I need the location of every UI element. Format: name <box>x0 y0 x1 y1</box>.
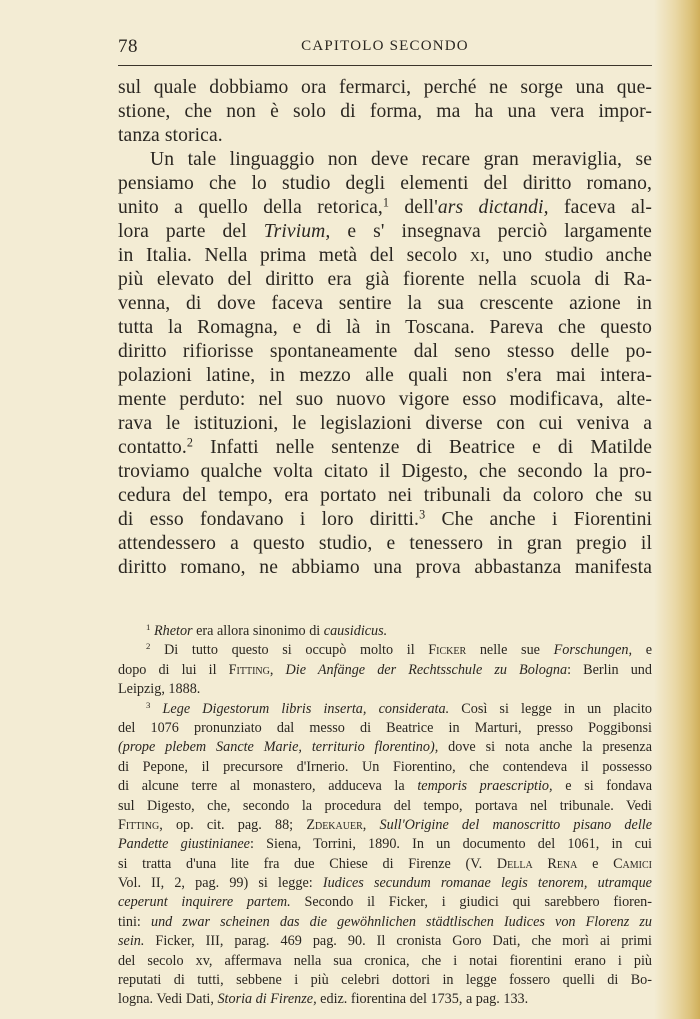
footnote-line: del secolo xv, affermava nella sua cronica, che i notai fiorentini erano i più <box>118 952 652 969</box>
footnote-line: tini: und zwar scheinen das die gewöhnlichen städtlischen Iudices von Florenz zu <box>118 913 652 930</box>
body-line: attendessero a questo studio, e tenessero in gran pregio il <box>118 533 652 554</box>
footnotes <box>118 622 652 1010</box>
footnote-line: sul Digesto, che, secondo la procedura del tempo, portava nel tribunale. Vedi <box>118 797 652 814</box>
header-rule <box>118 65 652 66</box>
footnote-line: Leipzig, 1888. <box>118 681 201 698</box>
footnote-ref-1: 1 <box>382 195 390 210</box>
footnote-line: di alcune terre al monastero, adduceva la temporis praescriptio, e si fondava <box>118 778 653 795</box>
body-line: in Italia. Nella prima metà del secolo xi, uno studio anche <box>118 245 652 266</box>
footnote-line: del 1076 pronunziato dal messo di Beatrice in Marturi, presso Poggibonsi <box>118 719 652 736</box>
page-edge-shading <box>654 0 700 1019</box>
body-line: tutta la Romagna, e di là in Toscana. Pareva che questo <box>118 317 652 338</box>
body-line: Un tale linguaggio non deve recare gran meraviglia, se <box>150 149 652 170</box>
body-text <box>118 76 652 580</box>
body-line: polazioni latine, in mezzo alle quali non s'era mai intera- <box>118 365 652 386</box>
footnote-ref-3: 3 <box>419 507 426 522</box>
body-line: più elevato del diritto era già fiorente nella scuola di Ra- <box>118 269 652 290</box>
footnote-line: Pandette giustinianee: Siena, Torrini, 1890. In un documento del 1061, in cui <box>118 836 653 853</box>
body-line: rava le istituzioni, le legislazioni diverse con cui veniva a <box>118 413 652 434</box>
footnote-line: Fitting, op. cit. pag. 88; Zdekauer, Sull'Origine del manoscritto pisano delle <box>118 816 652 833</box>
footnote-2: $^2$ Di tutto questo si occupò molto il Ficker nelle sue Forschungen, e <box>146 641 652 659</box>
footnote-mark: 2 <box>146 641 151 652</box>
footnote-line: si tratta d'una lite fra due Chiese di Firenze (V. Della Rena e Camici <box>118 855 652 872</box>
footnote-line: sein. Ficker, III, parag. 469 pag. 90. Il cronista Goro Dati, che morì ai primi <box>118 933 652 950</box>
body-line: pensiamo che lo studio degli elementi del diritto romano, <box>118 173 652 194</box>
footnote-line: reputati di tutti, sebbene i più celebri dottori in legge fossero quelli di Bo- <box>118 972 652 989</box>
footnote-line: Vol. II, 2, pag. 99) si legge: Iudices secundum romanae legis tenorem, utramque <box>118 875 652 892</box>
footnote-line: ceperunt inquirere partem. Secondo il Ficker, i giudici qui sarebbero fioren- <box>118 894 653 911</box>
page-number: 78 <box>118 36 138 57</box>
body-line: troviamo qualche volta citato il Digesto, che secondo la pro- <box>118 461 652 482</box>
footnote-mark: 3 <box>146 699 151 710</box>
running-head: CAPITOLO SECONDO <box>301 38 469 54</box>
body-line: sul quale dobbiamo ora fermarci, perché ne sorge una que- <box>118 77 652 98</box>
body-line: mente perduto: nel suo nuovo vigore esso modificava, alte- <box>118 389 652 410</box>
footnote-1: $^1$ Rhetor era allora sinonimo di causidicus. <box>146 622 388 639</box>
footnote-line: (prope plebem Sancte Marie, territurio florentino), dove si nota anche la presenza <box>118 739 652 756</box>
body-line: contatto.$^2$ Infatti nelle sentenze di Beatrice e di Matilde <box>118 435 652 458</box>
body-line: tanza storica. <box>118 125 223 146</box>
body-line: stione, che non è solo di forma, ma ha una vera impor- <box>118 101 652 122</box>
body-line: diritto romano, ne abbiamo una prova abbastanza manifesta <box>118 557 652 578</box>
footnote-line: logna. Vedi Dati, Storia di Firenze, ediz. fiorentina del 1735, a pag. 133. <box>118 991 529 1008</box>
footnote-ref-2: 2 <box>186 435 194 450</box>
body-line: lora parte del Trivium, e s' insegnava perciò largamente <box>118 221 652 242</box>
footnote-mark: 1 <box>146 622 151 633</box>
body-line: unito a quello della retorica,$^1$ dell'ars dictandi, faceva al- <box>118 195 653 218</box>
body-line: diritto rifiorisse spontaneamente dal seno stesso delle po- <box>118 341 652 362</box>
footnote-line: dopo di lui il Fitting, Die Anfänge der Rechtsschule zu Bologna: Berlin und <box>118 661 652 678</box>
body-line: di esso fondavano i loro diritti.$^3$ Che anche i Fiorentini <box>118 507 653 530</box>
footnote-3: $^3$ Lege Digestorum libris inserta, considerata. Così si legge in un placito <box>146 699 653 717</box>
page-header <box>118 36 652 62</box>
body-line: venna, di dove faceva sentire la sua crescente azione in <box>118 293 652 314</box>
body-line: cedura del tempo, era portato nei tribunali da coloro che su <box>118 485 652 506</box>
footnote-line: di Pepone, il precursore d'Irnerio. Un Fiorentino, che contendeva il possesso <box>118 758 652 775</box>
